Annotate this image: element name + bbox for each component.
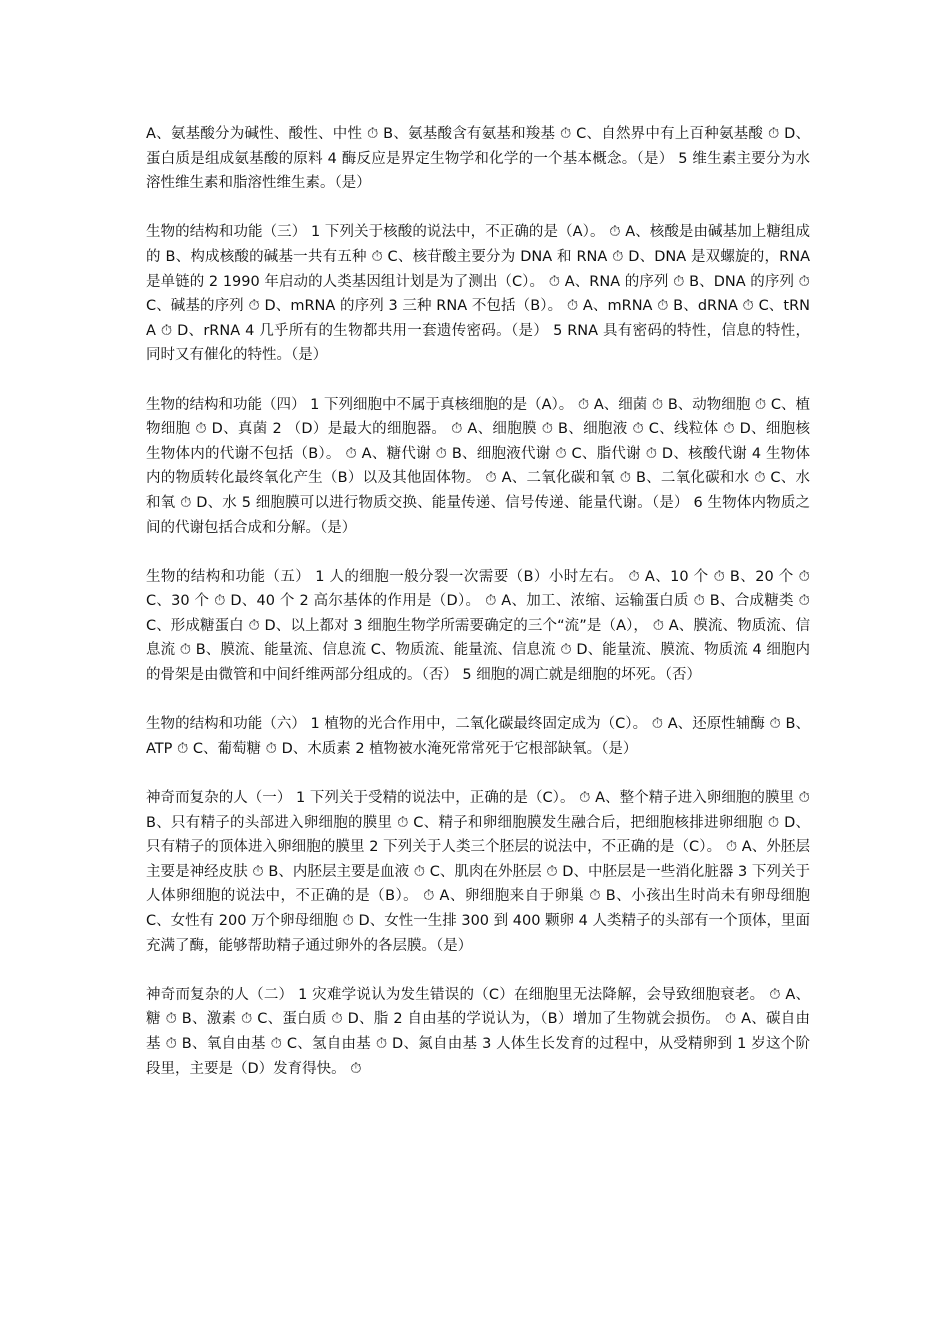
paragraph-human-2: 神奇而复杂的人（二） 1 灾难学说认为发生错误的（C）在细胞里无法降解，会导致细胞衰老。 ⏱ A、糖 ⏱ B、激素 ⏱ C、蛋白质 ⏱ D、脂 2 自由基的学说认为，（B）增加了生物就会损伤。 ⏱ A、碳自由基 ⏱ B、氧自由基 ⏱ C、氢自由基 ⏱ D、氮自由基 3 人体生长发育的过程中，从受精卵到 1 岁这个阶段里，主要是（D）发育得快。 ⏱ [146, 986, 810, 1077]
paragraph-structure-function-4: 生物的结构和功能（四） 1 下列细胞中不属于真核细胞的是（A）。 ⏱ A、细菌 ⏱ B、动物细胞 ⏱ C、植物细胞 ⏱ D、真菌 2 （D）是最大的细胞器。 ⏱ A、细胞膜 ⏱ B、细胞液 ⏱ C、线粒体 ⏱ D、细胞核 生物体内的代谢不包括（B）。 ⏱ A、糖代谢 ⏱ B、细胞液代谢 ⏱ C、脂代谢 ⏱ D、核酸代谢 4 生物体内的物质转化最终氧化产生（B）以及其他固体物。 ⏱ A、二氧化碳和氧 ⏱ B、二氧化碳和水 ⏱ C、水和氧 ⏱ D、水 5 细胞膜可以进行物质交换、能量传递、信号传递、能量代谢。（是） 6 生物体内物质之间的代谢包括合成和分解。（是） [146, 396, 810, 536]
paragraph-structure-function-3: 生物的结构和功能（三） 1 下列关于核酸的说法中，不正确的是（A）。 ⏱ A、核酸是由碱基加上糖组成的 B、构成核酸的碱基一共有五种 ⏱ C、核苷酸主要分为 DNA 和 RNA ⏱ D、DNA 是双螺旋的，RNA 是单链的 2 1990 年启动的人类基因组计划是为了测出（C）。 ⏱ A、RNA 的序列 ⏱ B、DNA 的序列 ⏱ C、碱基的序列 ⏱ D、mRNA 的序列 3 三种 RNA 不包括（B）。 ⏱ A、mRNA ⏱ B、dRNA ⏱ C、tRNA ⏱ D、rRNA 4 几乎所有的生物都共用一套遗传密码。（是） 5 RNA 具有密码的特性，信息的特性，同时又有催化的特性。（是） [146, 224, 810, 364]
paragraph-structure-function-5: 生物的结构和功能（五） 1 人的细胞一般分裂一次需要（B）小时左右。 ⏱ A、10 个 ⏱ B、20 个 ⏱ C、30 个 ⏱ D、40 个 2 高尔基体的作用是（D）。 ⏱ A、加工、浓缩、运输蛋白质 ⏱ B、合成糖类 ⏱ C、形成糖蛋白 ⏱ D、以上都对 3 细胞生物学所需要确定的三个“流”是（A）， ⏱ A、膜流、物质流、信息流 ⏱ B、膜流、能量流、信息流 C、物质流、能量流、信息流 ⏱ D、能量流、膜流、物质流 4 细胞内的骨架是由微管和中间纤维两部分组成的。（否） 5 细胞的凋亡就是细胞的坏死。（否） [146, 568, 810, 684]
paragraph-amino-acid: A、氨基酸分为碱性、酸性、中性 ⏱ B、氨基酸含有氨基和羧基 ⏱ C、自然界中有上百种氨基酸 ⏱ D、蛋白质是组成氨基酸的原料 4 酶反应是界定生物学和化学的一个基本概念。（是） 5 维生素主要分为水溶性维生素和脂溶性维生素。（是） [146, 126, 810, 192]
paragraph-human-1: 神奇而复杂的人（一） 1 下列关于受精的说法中，正确的是（C）。 ⏱ A、整个精子进入卵细胞的膜里 ⏱ B、只有精子的头部进入卵细胞的膜里 ⏱ C、精子和卵细胞膜发生融合后，把细胞核排进卵细胞 ⏱ D、只有精子的顶体进入卵细胞的膜里 2 下列关于人类三个胚层的说法中，不正确的是（C）。 ⏱ A、外胚层主要是神经皮肤 ⏱ B、内胚层主要是血液 ⏱ C、肌肉在外胚层 ⏱ D、中胚层是一些消化脏器 3 下列关于人体卵细胞的说法中，不正确的是（B）。 ⏱ A、卵细胞来自于卵巢 ⏱ B、小孩出生时尚未有卵母细胞 C、女性有 200 万个卵母细胞 ⏱ D、女性一生排 300 到 400 颗卵 4 人类精子的头部有一个顶体，里面充满了酶，能够帮助精子通过卵外的各层膜。（是） [146, 790, 810, 954]
paragraph-structure-function-6: 生物的结构和功能（六） 1 植物的光合作用中，二氧化碳最终固定成为（C）。 ⏱ A、还原性辅酶 ⏱ B、ATP ⏱ C、葡萄糖 ⏱ D、木质素 2 植物被水淹死常常死于它根部缺氧。（是） [146, 716, 810, 757]
document-page [146, 122, 810, 1106]
